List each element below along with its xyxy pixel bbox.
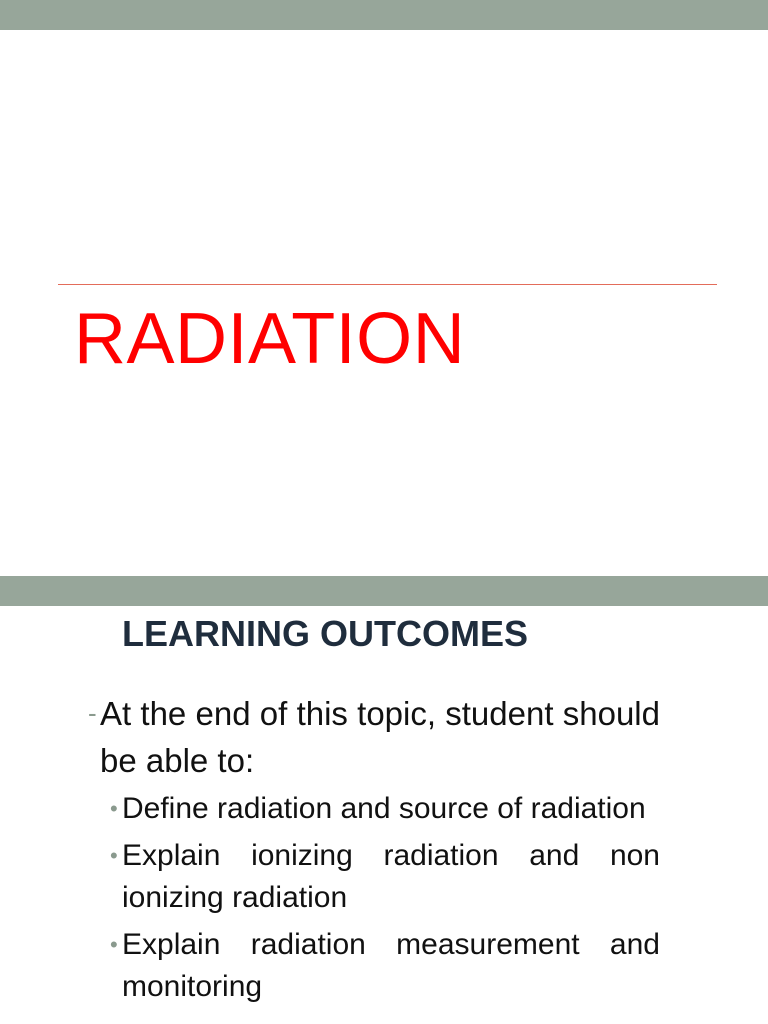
bullet-marker: • bbox=[110, 843, 118, 868]
slide-body bbox=[88, 690, 660, 1013]
bullet-marker: • bbox=[110, 932, 118, 957]
outcome-list bbox=[88, 788, 660, 1008]
title-rule bbox=[58, 284, 717, 285]
outcome-text: Define radiation and source of radiation bbox=[122, 792, 646, 825]
bullet-marker: • bbox=[110, 796, 118, 821]
outcome-item bbox=[88, 924, 660, 1008]
intro-paragraph bbox=[88, 690, 660, 784]
outcome-text: Explain radiation measurement and monitoring bbox=[122, 928, 660, 1003]
slide-top-bar bbox=[0, 0, 768, 30]
outcome-item bbox=[88, 788, 660, 830]
slide-top-bar bbox=[0, 576, 768, 606]
slide-title-text: RADIATION bbox=[74, 299, 466, 379]
outcome-item bbox=[88, 835, 660, 919]
slide-heading: LEARNING OUTCOMES bbox=[122, 613, 529, 654]
slide-learning-outcomes bbox=[0, 576, 768, 1024]
dash-marker: - bbox=[88, 698, 97, 728]
outcome-text: Explain ionizing radiation and non ionizing radiation bbox=[122, 839, 660, 914]
intro-text: At the end of this topic, student should be able to: bbox=[100, 695, 660, 779]
